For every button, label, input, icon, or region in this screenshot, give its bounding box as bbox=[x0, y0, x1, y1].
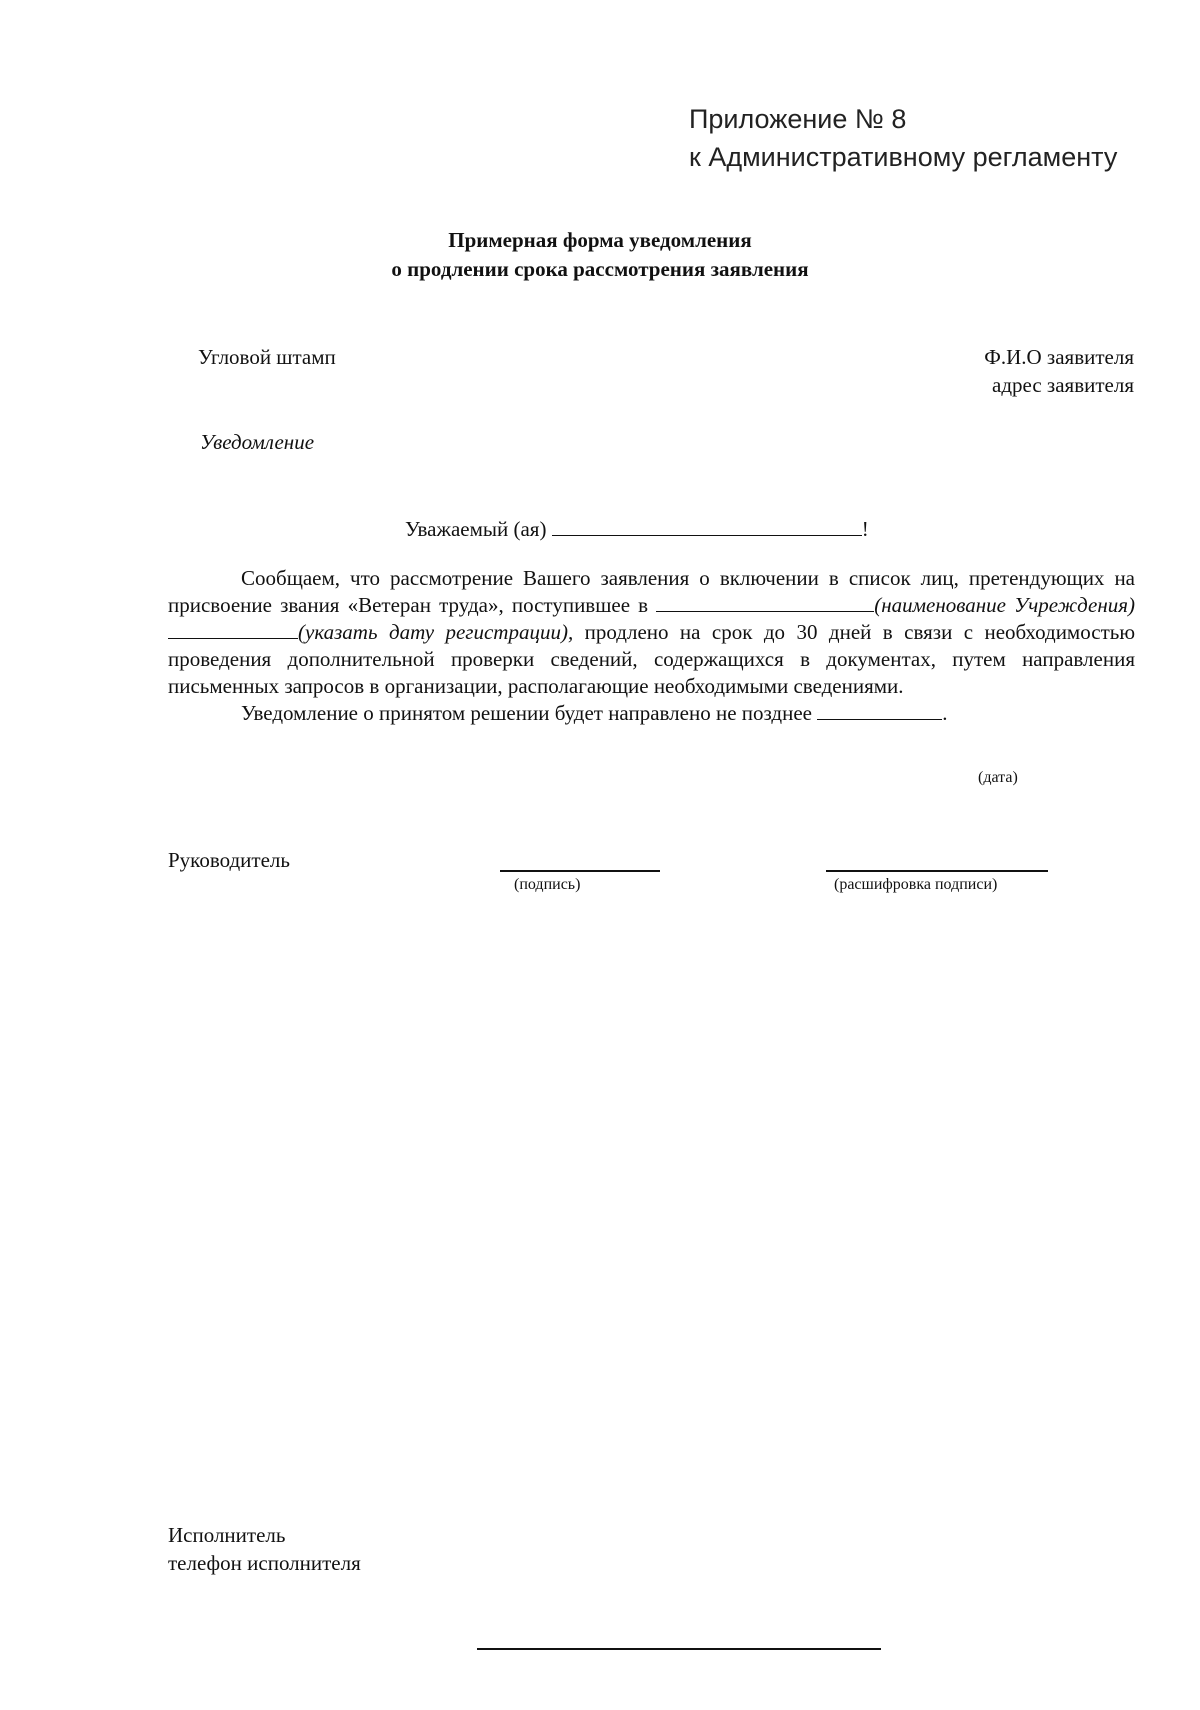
salutation-suffix: ! bbox=[861, 517, 869, 541]
appendix-header bbox=[689, 100, 1117, 176]
executor-phone: телефон исполнителя bbox=[168, 1551, 361, 1575]
applicant-address: адрес заявителя bbox=[992, 373, 1134, 397]
title-line-1: Примерная форма уведомления bbox=[448, 228, 752, 252]
decision-date-caption: (дата) bbox=[978, 769, 1018, 786]
paragraph-2-text: Уведомление о принятом решении будет направлено не позднее bbox=[241, 701, 812, 725]
signature-decoding-blank[interactable] bbox=[826, 870, 1048, 872]
signature-blank[interactable] bbox=[500, 870, 660, 872]
salutation bbox=[405, 515, 869, 543]
signature-caption: (подпись) bbox=[514, 876, 581, 893]
addressee-block bbox=[984, 343, 1134, 399]
registration-date-blank[interactable] bbox=[168, 620, 298, 639]
executor-label: Исполнитель bbox=[168, 1523, 286, 1547]
registration-date-hint: (указать дату регистрации), bbox=[298, 620, 574, 644]
appendix-number: Приложение № 8 bbox=[689, 104, 907, 134]
notice-label: Уведомление bbox=[200, 430, 315, 454]
title-line-2: о продлении срока рассмотрения заявления bbox=[391, 257, 809, 281]
paragraph-2 bbox=[168, 700, 1135, 727]
executor-block bbox=[168, 1521, 361, 1577]
institution-blank[interactable] bbox=[656, 593, 874, 612]
document-title bbox=[0, 226, 1200, 284]
notice-body bbox=[168, 565, 1135, 727]
signature-decoding-caption: (расшифровка подписи) bbox=[834, 876, 998, 893]
signatory-role: Руководитель bbox=[168, 848, 290, 872]
salutation-prefix: Уважаемый (ая) bbox=[405, 517, 547, 541]
institution-hint: (наименование Учреждения) bbox=[874, 593, 1135, 617]
paragraph-2-end: . bbox=[942, 701, 948, 725]
recipient-name-blank[interactable] bbox=[552, 517, 862, 536]
footer-rule bbox=[477, 1648, 881, 1650]
paragraph-1-start: Сообщаем, что рассмотрение Вашего заявления о включении в список лиц, претендующих на присвоение звания «Ветеран труда», поступившее в bbox=[168, 566, 1135, 617]
paragraph-1 bbox=[168, 565, 1135, 700]
decision-date-blank[interactable] bbox=[817, 701, 942, 720]
applicant-name: Ф.И.О заявителя bbox=[984, 345, 1134, 369]
corner-stamp: Угловой штамп bbox=[198, 345, 336, 369]
paragraph-1-end: продлено на срок до 30 дней в связи с необходимостью проведения дополнительной проверки сведений, содержащихся в документах, путем направления письменных запросов в организации, располагающие необходимыми сведениями. bbox=[168, 620, 1136, 698]
appendix-regulation: к Административному регламенту bbox=[689, 142, 1118, 172]
